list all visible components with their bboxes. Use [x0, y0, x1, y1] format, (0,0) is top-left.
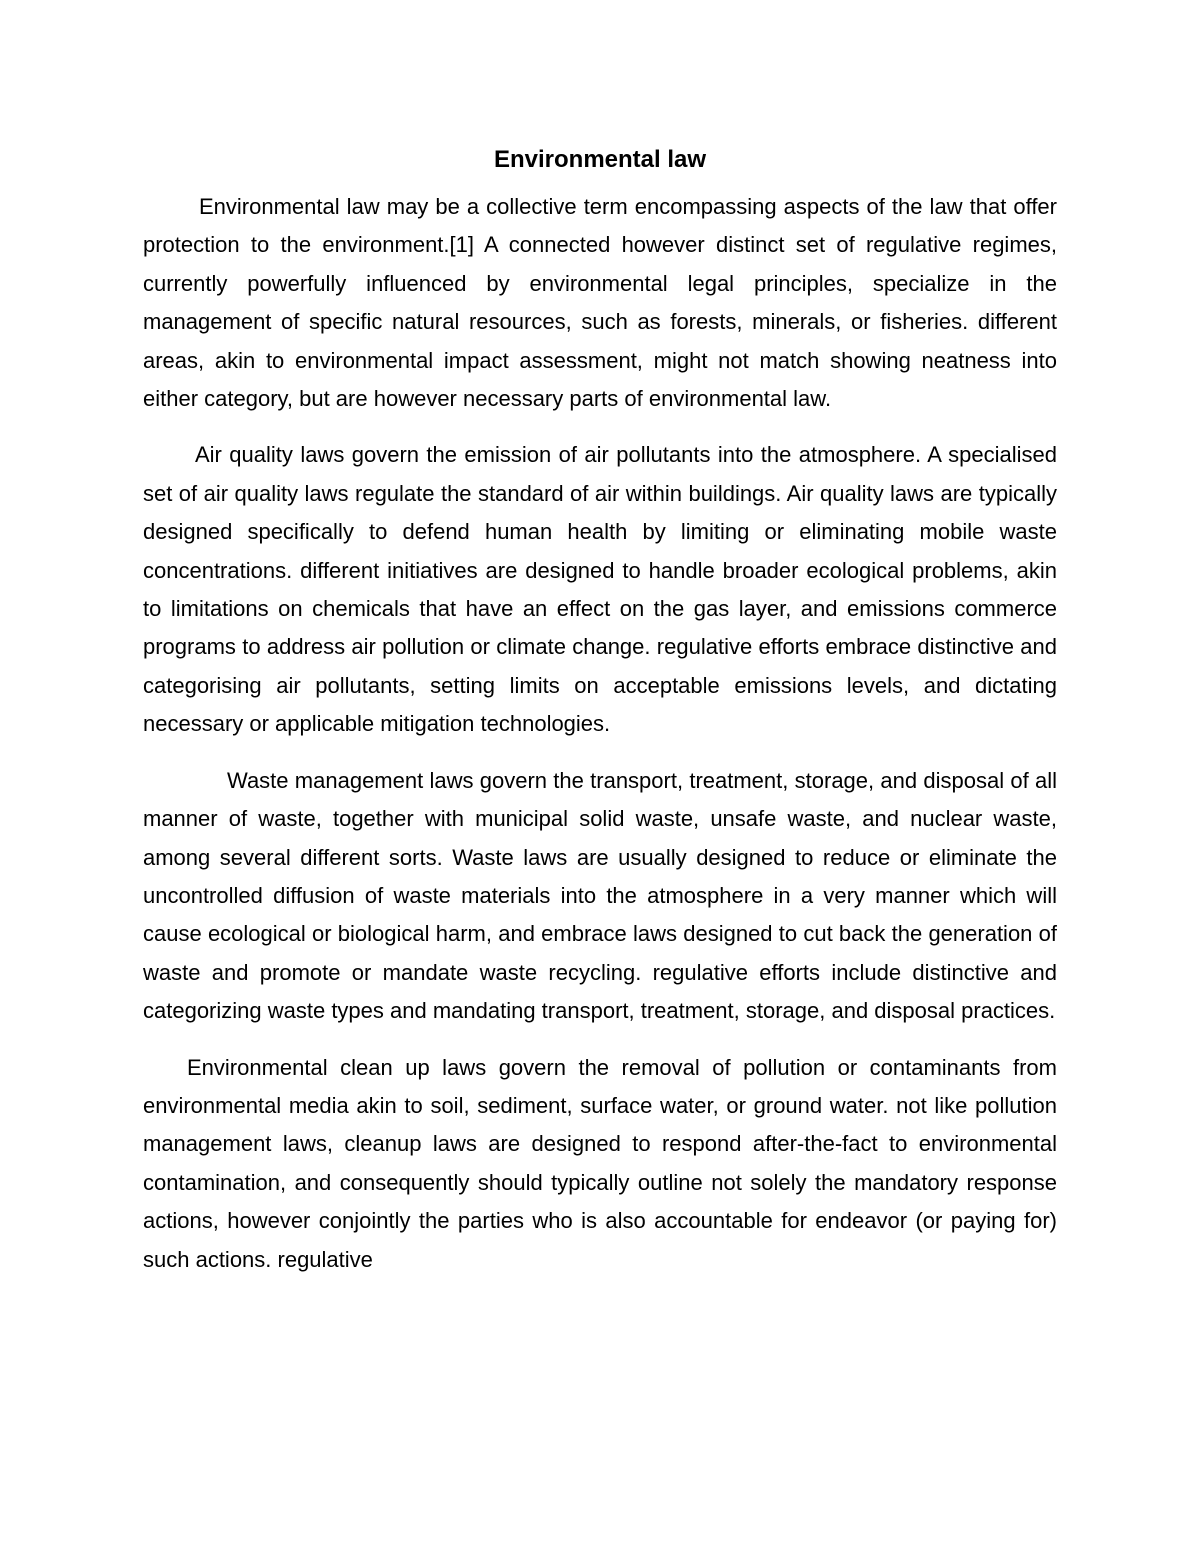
paragraph-environmental-law: Environmental law may be a collective term encompassing aspects of the law that offer protection to the environment.[1] A connected however distinct set of regulative regimes, currently powerfully influenced by environmental legal principles, specialize in the management of specific natural resources, such as forests, minerals, or fisheries. different areas, akin to environmental impact assessment, might not match showing neatness into either category, but are however necessary parts of environmental law. — [143, 194, 1057, 412]
paragraph-cleanup-laws: Environmental clean up laws govern the removal of pollution or contaminants from environmental media akin to soil, sediment, surface water, or ground water. not like pollution management laws, cleanup laws are designed to respond after-the-fact to environmental contamination, and consequently should typically outline not solely the mandatory response actions, however conjointly the parties who is also accountable for endeavor (or paying for) such actions. regulative — [143, 1054, 1057, 1272]
document-title: Environmental law — [493, 146, 707, 173]
paragraph-air-quality: Air quality laws govern the emission of air pollutants into the atmosphere. A specialised set of air quality laws regulate the standard of air within buildings. Air quality laws are typically designed specifically to defend human health by limiting or eliminating mobile waste concentrations. different initiatives are designed to handle broader ecological problems, akin to limitations on chemicals that have an effect on the gas layer, and emissions commerce programs to address air pollution or climate change. regulative efforts embrace distinctive and categorising air pollutants, setting limits on acceptable emissions levels, and dictating necessary or applicable mitigation technologies. — [143, 442, 1057, 737]
paragraph-waste-management: Waste management laws govern the transport, treatment, storage, and disposal of all manner of waste, together with municipal solid waste, unsafe waste, and nuclear waste, among several different sorts. Waste laws are usually designed to reduce or eliminate the uncontrolled diffusion of waste materials into the atmosphere in a very manner which will cause ecological or biological harm, and embrace laws designed to cut back the generation of waste and promote or mandate waste recycling. regulative efforts include distinctive and categorizing waste types and mandating transport, treatment, storage, and disposal practices. — [143, 767, 1057, 1024]
document-page — [143, 140, 1057, 1540]
